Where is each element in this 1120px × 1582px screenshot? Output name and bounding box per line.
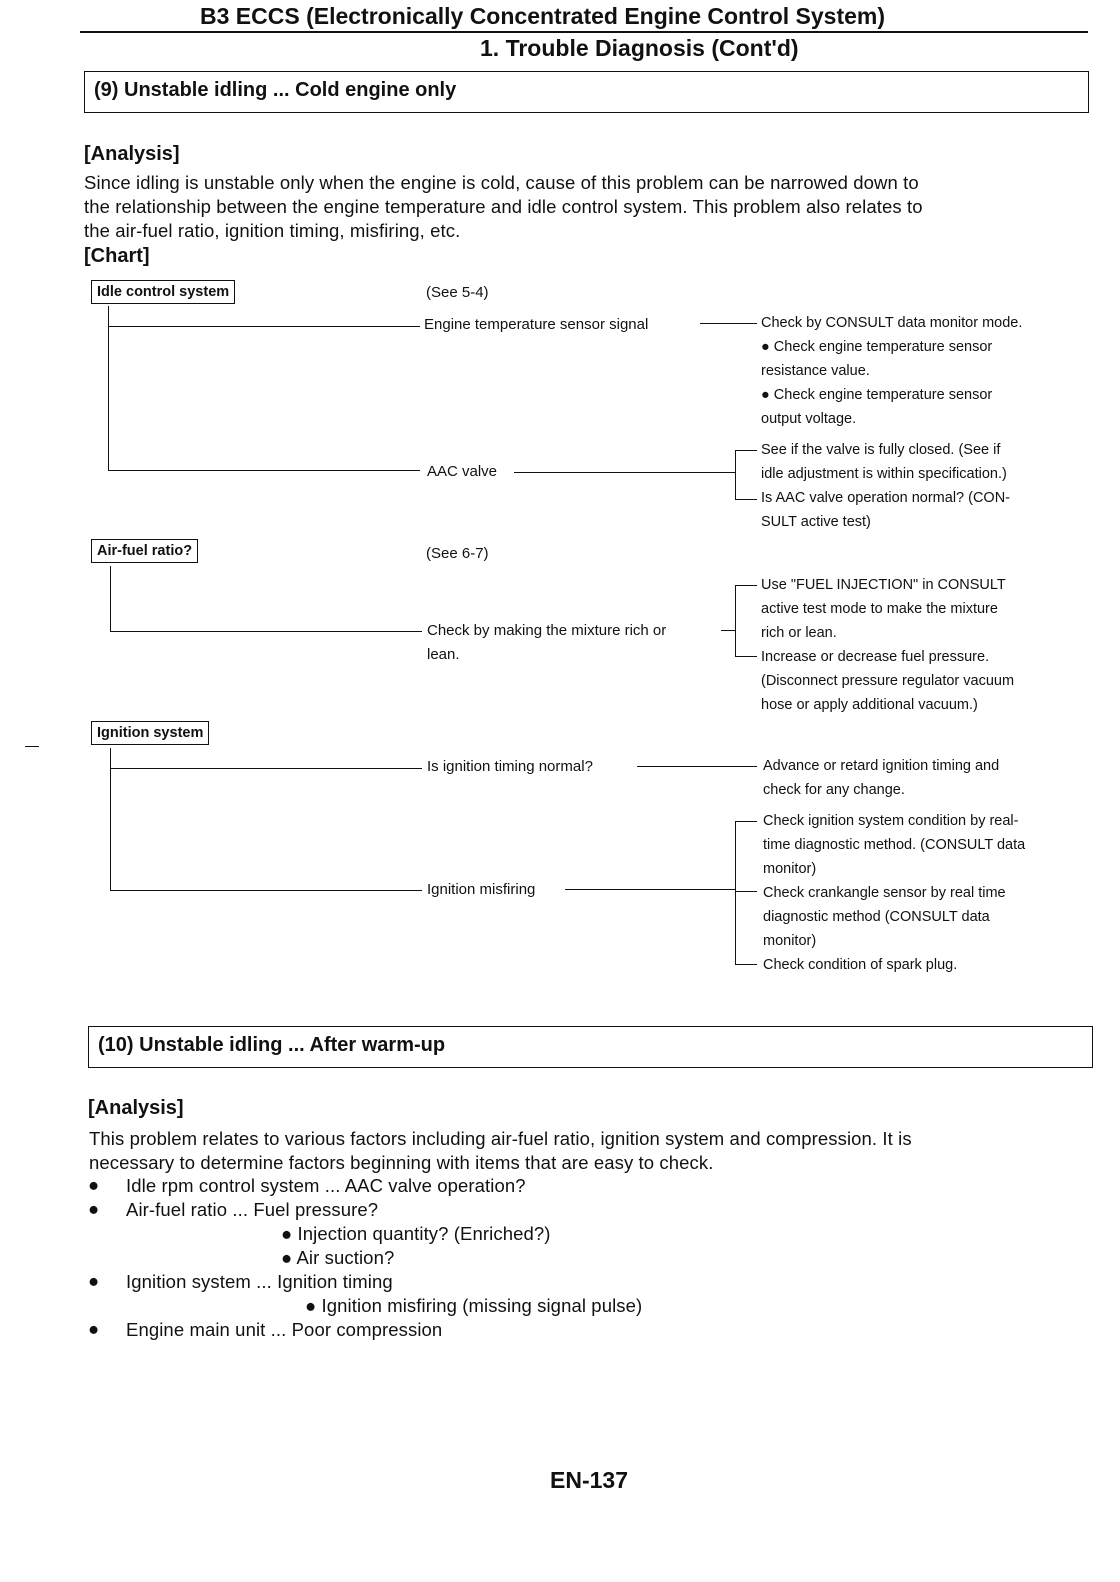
chart-trunk-airfuel (110, 566, 111, 631)
check-engine-temp-4: ● Check engine temperature sensor (761, 387, 993, 403)
list-subitem-misfiring: ● Ignition misfiring (missing signal pulse) (305, 1295, 643, 1316)
check-misfiring-3: monitor) (763, 861, 817, 877)
section10-analysis-line-2: necessary to determine factors beginning with items that are easy to check. (89, 1152, 714, 1173)
bracket-aac-bottom (735, 499, 757, 500)
check-timing-2: check for any change. (763, 782, 905, 798)
check-mixture-2: active test mode to make the mixture (761, 601, 998, 617)
list-subitem-injection: ● Injection quantity? (Enriched?) (281, 1223, 551, 1244)
check-engine-temp-5: output voltage. (761, 411, 857, 427)
chart-branch-ignition-1 (110, 768, 422, 769)
list-item-2: Air-fuel ratio ... Fuel pressure? (126, 1199, 379, 1220)
check-mixture-3: rich or lean. (761, 625, 837, 641)
check-engine-temp-2: ● Check engine temperature sensor (761, 339, 993, 355)
check-mixture-6: hose or apply additional vacuum.) (761, 697, 978, 713)
section9-analysis-line-3: the air-fuel ratio, ignition timing, misfiring, etc. (84, 220, 461, 241)
chart-see-idle: (See 5-4) (426, 284, 489, 301)
list-bullet-1: ● (88, 1174, 100, 1195)
check-mixture-5: (Disconnect pressure regulator vacuum (761, 673, 1015, 689)
chart-item-ignition-timing: Is ignition timing normal? (427, 758, 593, 775)
list-item-1: Idle rpm control system ... AAC valve operation? (126, 1175, 526, 1196)
section10-heading-box (88, 1026, 1093, 1068)
chart-box-air-fuel: Air-fuel ratio? (91, 539, 198, 563)
list-item-3: Ignition system ... Ignition timing (126, 1271, 393, 1292)
check-misfiring-4: Check crankangle sensor by real time (763, 885, 1006, 901)
chart-item-aac-valve: AAC valve (427, 463, 498, 480)
chart-see-airfuel: (See 6-7) (426, 545, 489, 562)
bracket-mixture-bottom (735, 656, 757, 657)
check-misfiring-6: monitor) (763, 933, 817, 949)
check-timing-1: Advance or retard ignition timing and (763, 758, 1000, 774)
chart-link-misfiring (565, 889, 735, 890)
margin-mark (25, 746, 39, 747)
check-misfiring-5: diagnostic method (CONSULT data (763, 909, 990, 925)
chart-branch-idle-2 (108, 470, 420, 471)
section9-heading-box (84, 71, 1089, 113)
section9-chart-label: [Chart] (84, 245, 150, 267)
check-misfiring-2: time diagnostic method. (CONSULT data (763, 837, 1026, 853)
list-bullet-3: ● (88, 1270, 100, 1291)
list-subitem-air-suction: ● Air suction? (281, 1247, 395, 1268)
check-aac-1: See if the valve is fully closed. (See if (761, 442, 1001, 458)
page-subtitle: 1. Trouble Diagnosis (Cont'd) (480, 35, 799, 61)
section10-analysis-label: [Analysis] (88, 1097, 184, 1119)
section10-heading: (10) Unstable idling ... After warm-up (98, 1034, 446, 1056)
chart-branch-idle-1 (108, 326, 420, 327)
bracket-aac (735, 450, 736, 499)
chart-link-aac (514, 472, 735, 473)
list-bullet-4: ● (88, 1318, 100, 1339)
section9-analysis-label: [Analysis] (84, 143, 180, 165)
bracket-misfiring-bottom (735, 964, 757, 965)
list-bullet-2: ● (88, 1198, 100, 1219)
chart-branch-ignition-2 (110, 890, 422, 891)
bracket-misfiring (735, 821, 736, 964)
chart-branch-airfuel (110, 631, 422, 632)
chart-link-engine-temp (700, 323, 757, 324)
chart-item-ignition-misfiring: Ignition misfiring (427, 881, 536, 898)
bracket-mixture (735, 585, 736, 656)
chart-link-mixture (721, 630, 735, 631)
chart-trunk-idle (108, 306, 109, 470)
bracket-mixture-top (735, 585, 757, 586)
chart-box-ignition: Ignition system (91, 721, 209, 745)
chart-link-ignition-timing (637, 766, 757, 767)
check-misfiring-1: Check ignition system condition by real- (763, 813, 1019, 829)
chart-item-mixture-2: lean. (427, 646, 460, 663)
check-aac-3: Is AAC valve operation normal? (CON- (761, 490, 1011, 506)
check-aac-4: SULT active test) (761, 514, 871, 530)
bracket-aac-top (735, 450, 757, 451)
page-number: EN-137 (550, 1467, 628, 1493)
list-item-4: Engine main unit ... Poor compression (126, 1319, 443, 1340)
header-rule (80, 31, 1088, 33)
chart-item-engine-temp-signal: Engine temperature sensor signal (424, 316, 649, 333)
page-title: B3 ECCS (Electronically Concentrated Engine Control System) (200, 3, 886, 29)
check-engine-temp-3: resistance value. (761, 363, 870, 379)
bracket-misfiring-mid (735, 891, 757, 892)
chart-trunk-ignition (110, 748, 111, 890)
check-engine-temp-1: Check by CONSULT data monitor mode. (761, 315, 1023, 331)
check-misfiring-7: Check condition of spark plug. (763, 957, 958, 973)
check-aac-2: idle adjustment is within specification.) (761, 466, 1007, 482)
chart-box-idle-control: Idle control system (91, 280, 235, 304)
section10-analysis-line-1: This problem relates to various factors including air-fuel ratio, ignition system and compression. It is (89, 1128, 912, 1149)
section9-analysis-line-2: the relationship between the engine temperature and idle control system. This problem also relates to (84, 196, 923, 217)
bracket-misfiring-top (735, 821, 757, 822)
section9-analysis-line-1: Since idling is unstable only when the engine is cold, cause of this problem can be narrowed down to (84, 172, 919, 193)
chart-item-mixture-1: Check by making the mixture rich or (427, 622, 667, 639)
section9-heading: (9) Unstable idling ... Cold engine only (94, 79, 457, 101)
check-mixture-1: Use "FUEL INJECTION" in CONSULT (761, 577, 1006, 593)
check-mixture-4: Increase or decrease fuel pressure. (761, 649, 990, 665)
